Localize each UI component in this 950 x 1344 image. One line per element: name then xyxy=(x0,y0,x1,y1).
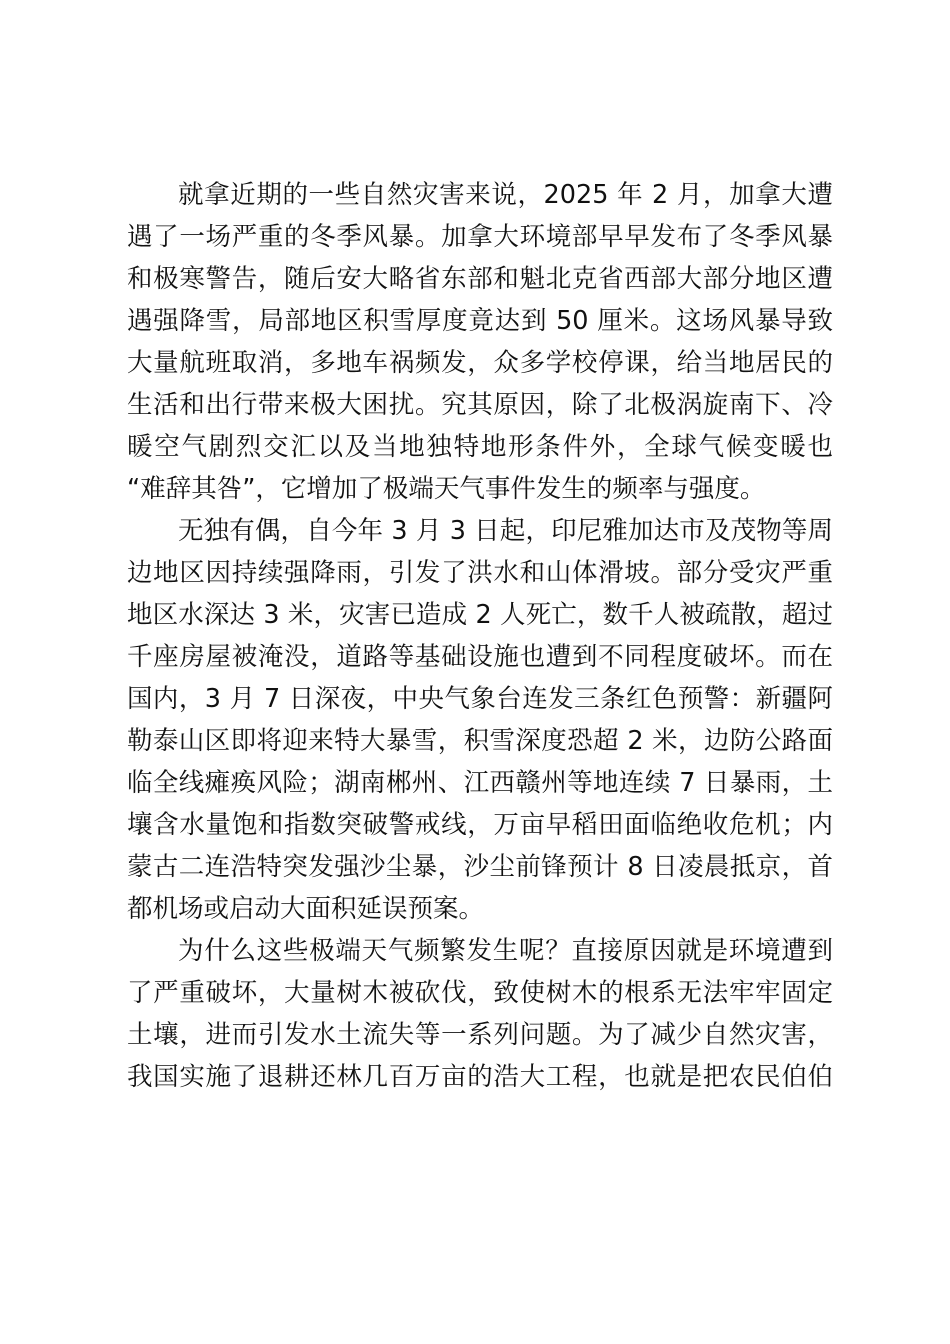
paragraph-line: 土壤，进而引发水土流失等一系列问题。为了减少自然灾害， xyxy=(127,1020,833,1050)
paragraph-line: 大量航班取消，多地车祸频发，众多学校停课，给当地居民的 xyxy=(127,348,833,378)
paragraph-line: 边地区因持续强降雨，引发了洪水和山体滑坡。部分受灾严重 xyxy=(127,558,833,588)
paragraph-line: 遇了一场严重的冬季风暴。加拿大环境部早早发布了冬季风暴 xyxy=(127,222,833,252)
paragraph-line: 壤含水量饱和指数突破警戒线，万亩早稻田面临绝收危机；内 xyxy=(127,810,833,840)
paragraph-line: 地区水深达 3 米，灾害已造成 2 人死亡，数千人被疏散，超过 xyxy=(127,600,833,630)
paragraph-line: 暖空气剧烈交汇以及当地独特地形条件外，全球气候变暖也 xyxy=(127,432,833,462)
paragraph-line: 为什么这些极端天气频繁发生呢？直接原因就是环境遭到 xyxy=(178,936,833,966)
paragraph-line: 勒泰山区即将迎来特大暴雪，积雪深度恐超 2 米，边防公路面 xyxy=(127,726,833,756)
paragraph-line: 临全线瘫痪风险；湖南郴州、江西赣州等地连续 7 日暴雨，土 xyxy=(127,768,833,798)
paragraph-line: 遇强降雪，局部地区积雪厚度竟达到 50 厘米。这场风暴导致 xyxy=(127,306,833,336)
paragraph-line: 无独有偶，自今年 3 月 3 日起，印尼雅加达市及茂物等周 xyxy=(178,516,833,546)
paragraph-line: 和极寒警告，随后安大略省东部和魁北克省西部大部分地区遭 xyxy=(127,264,833,294)
paragraph-line: “难辞其咎”，它增加了极端天气事件发生的频率与强度。 xyxy=(127,474,766,504)
paragraph-line: 都机场或启动大面积延误预案。 xyxy=(127,894,485,924)
paragraph-line: 了严重破坏，大量树木被砍伐，致使树木的根系无法牢牢固定 xyxy=(127,978,833,1008)
paragraph-line: 生活和出行带来极大困扰。究其原因，除了北极涡旋南下、冷 xyxy=(127,390,833,420)
paragraph-line: 千座房屋被淹没，道路等基础设施也遭到不同程度破坏。而在 xyxy=(127,642,833,672)
paragraph-line: 就拿近期的一些自然灾害来说，2025 年 2 月，加拿大遭 xyxy=(178,180,833,210)
paragraph-line: 蒙古二连浩特突发强沙尘暴，沙尘前锋预计 8 日凌晨抵京，首 xyxy=(127,852,833,882)
paragraph-line: 我国实施了退耕还林几百万亩的浩大工程，也就是把农民伯伯 xyxy=(127,1062,833,1092)
paragraph-line: 国内，3 月 7 日深夜，中央气象台连发三条红色预警：新疆阿 xyxy=(127,684,833,714)
